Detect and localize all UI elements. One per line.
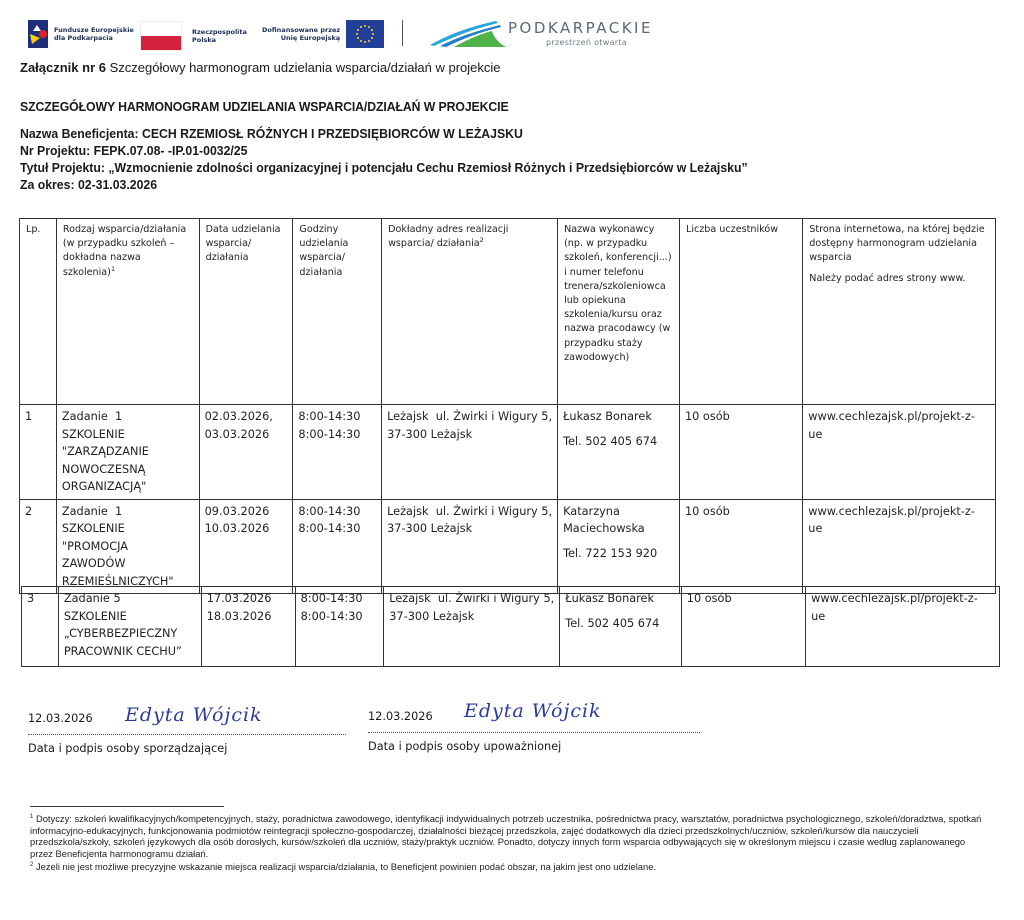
- header-date: Data udzielania wsparcia/ działania: [199, 219, 293, 405]
- annex-line: [20, 60, 501, 75]
- row-website-line: www.cechlezajsk.pl/projekt-z-: [808, 504, 975, 518]
- row-address-line: Leżajsk ul. Żwirki i Wigury 5,: [387, 504, 553, 518]
- signature-line: [28, 734, 346, 735]
- row-date: 10.03.2026: [204, 522, 270, 535]
- row-participants: 10 osób: [679, 405, 802, 500]
- row-kind: SZKOLENIE: [61, 427, 125, 441]
- row-address: [384, 587, 560, 667]
- signature-label-prepared: Data i podpis osoby sporządzającej: [28, 742, 228, 755]
- project-title: Tytuł Projektu: „Wzmocnienie zdolności organizacyjnej i potencjału Cechu Rzemiosł Różnych i Przedsiębiorców w Leżajsku”: [20, 160, 748, 175]
- footnote-ref-2: 2: [479, 236, 484, 245]
- row-website: [803, 405, 996, 500]
- row-name-line: NOWOCZESNĄ: [61, 462, 146, 476]
- footnote-number: 1: [30, 814, 34, 820]
- rp-logo-text: [192, 28, 247, 44]
- row-training: [58, 587, 201, 667]
- beneficiary-name: Nazwa Beneficjenta: CECH RZEMIOSŁ RÓŻNYCH I PRZEDSIĘBIORCÓW W LEŻAJSKU: [20, 126, 523, 141]
- row-address: [382, 405, 558, 500]
- row-provider: [560, 587, 682, 667]
- project-number: Nr Projektu: FEPK.07.08- -IP.01-0032/25: [20, 143, 248, 158]
- header-address: [382, 219, 558, 405]
- row-date: 18.03.2026: [206, 609, 272, 623]
- row-website-line: ue: [808, 427, 823, 441]
- footnote-text: Jeżeli nie jest możliwe precyzyjne wskazanie miejsca realizacji wsparcia/działania, to Beneficjent powinien podać obszar, na jakim jest ono udzielane.: [33, 860, 657, 872]
- logo-eu-funding: [262, 20, 384, 48]
- logo-podkarpackie: [428, 17, 653, 49]
- row-provider-name: Łukasz Bonarek: [563, 410, 652, 423]
- row-name-line: RZEMIEŚLNICZYCH": [61, 574, 174, 588]
- eu-star-icon: [356, 33, 358, 35]
- row-kind: SZKOLENIE: [61, 522, 125, 535]
- logo-fundusze-europejskie: [28, 20, 134, 48]
- footnote-text: Dotyczy: szkoleń kwalifikacyjnych/kompetencyjnych, staży, poradnictwa zawodowego, identyfikacji indywidualnych potrzeb uczestnika, pośrednictwa pracy, warsztatów, poradnictwa psychologicznego, szkoleń/doradztwa, spotkań informacyjno-edukacyjnych, funkcjonowania podmiotów reintegracji społeczno-gospodarczej, działalności bieżącej przedszkola, zajęć dodatkowych dla dzieci przedszkolnych/uczniów, szkoleń/kursów dla nauczycieli przedszkola/szkoły, szkoleń językowych dla osób dorosłych, kursów/szkoleń dla uczniów, staży/praktyk uczniów. Ponadto, dotyczy innych form wsparcia odbywających się w określonym miejscu i czasie według zaplanowanego przez Beneficjenta harmonogramu działań.: [30, 813, 982, 859]
- header-hours: Godziny udzielania wsparcia/ działania: [293, 219, 382, 405]
- logo-divider: [402, 20, 403, 46]
- row-name-line: „CYBERBEZPIECZNY: [63, 627, 178, 640]
- row-address-line: 37-300 Leżajsk: [389, 609, 475, 623]
- handwritten-signature-authorized: Edyta Wójcik: [464, 700, 602, 722]
- reporting-period: Za okres: 02-31.03.2026: [20, 177, 158, 192]
- eu-logo-line1: Dofinansowane przez: [262, 26, 341, 34]
- annex-text: Szczegółowy harmonogram udzielania wsparcia/działań w projekcie: [105, 60, 501, 75]
- row-dates: [201, 587, 295, 667]
- row-hour: 8:00-14:30: [300, 592, 363, 605]
- row-address-line: Leżajsk ul. Żwirki i Wigury 5,: [387, 410, 553, 423]
- eu-star-icon: [360, 40, 362, 42]
- schedule-table-continued: [21, 586, 1000, 667]
- header-lp: Lp.: [20, 219, 57, 405]
- row-hour: 8:00-14:30: [298, 410, 361, 423]
- eu-star-icon: [368, 26, 370, 28]
- row-hour: 8:00-14:30: [298, 522, 361, 535]
- fe-logo-icon: [28, 20, 48, 48]
- footnote-ref-1: 1: [110, 264, 116, 273]
- row-address-line: Leżajsk ul. Żwirki i Wigury 5,: [389, 592, 555, 605]
- eu-star-icon: [364, 41, 366, 43]
- signature-line: [368, 732, 700, 733]
- row-provider-phone: Tel. 722 153 920: [563, 546, 658, 560]
- row-name-line: "PROMOCJA: [61, 539, 129, 553]
- podkarpackie-title: PODKARPACKIE: [508, 19, 653, 37]
- signature-date-prepared: 12.03.2026: [28, 712, 93, 725]
- eu-star-icon: [371, 37, 373, 39]
- footnote-number: 2: [30, 861, 34, 868]
- row-provider-phone: Tel. 502 405 674: [563, 434, 658, 448]
- row-address-line: 37-300 Leżajsk: [387, 427, 473, 441]
- table-header-row: [20, 219, 996, 405]
- row-hours: [295, 587, 384, 667]
- header-provider: Nazwa wykonawcy (np. w przypadku szkoleń, konferencji...) i numer telefonu trenera/szkoleniowca lub opiekuna szkolenia/kursu oraz nazwa pracodawcy (w przypadku staży zawodowych): [558, 219, 680, 405]
- eu-star-icon: [357, 29, 359, 31]
- row-provider-name: Maciechowska: [563, 522, 645, 535]
- row-hour: 8:00-14:30: [298, 427, 361, 441]
- row-hours: [293, 405, 382, 500]
- eu-star-icon: [360, 26, 362, 28]
- row-kind: SZKOLENIE: [63, 609, 127, 623]
- table-row: [22, 587, 1000, 667]
- row-date: 02.03.2026,: [204, 410, 273, 423]
- header-address-text: Dokładny adres realizacji wsparcia/ działania: [388, 224, 509, 250]
- row-name-line: ORGANIZACJĄ": [61, 480, 147, 493]
- row-date: 09.03.2026: [204, 504, 270, 518]
- polish-flag-icon: [140, 21, 182, 51]
- row-participants: 10 osób: [681, 587, 805, 667]
- annex-label: Załącznik nr 6: [20, 60, 106, 75]
- row-website: [803, 499, 996, 594]
- eu-star-icon: [368, 40, 370, 42]
- eu-star-icon: [364, 25, 366, 27]
- header-type-text: Rodzaj wsparcia/działania (w przypadku szkoleń – dokładna nazwa szkolenia): [62, 224, 187, 278]
- row-dates: [199, 405, 293, 500]
- eu-star-icon: [371, 29, 373, 31]
- footnotes: [30, 812, 990, 872]
- footnote-separator: [30, 806, 224, 807]
- header-type: [56, 219, 199, 405]
- row-date: 17.03.2026: [206, 592, 272, 605]
- fe-logo-line1: Fundusze Europejskie: [54, 26, 134, 34]
- eu-flag-icon: [346, 20, 384, 48]
- row-website-line: ue: [808, 522, 823, 535]
- rp-logo-line1: Rzeczpospolita: [192, 28, 247, 36]
- row-date: 03.03.2026: [204, 427, 270, 441]
- podkarpackie-subtitle: przestrzeń otwarta: [546, 38, 628, 47]
- header-participants: Liczba uczestników: [679, 219, 802, 405]
- row-dates: [199, 499, 293, 594]
- row-website-line: www.cechlezajsk.pl/projekt-z-: [808, 410, 975, 423]
- row-website-line: www.cechlezajsk.pl/projekt-z-: [811, 592, 978, 605]
- row-task: Zadanie 1: [61, 504, 123, 518]
- fe-logo-line2: dla Podkarpacia: [54, 34, 113, 42]
- row-address: [382, 499, 558, 594]
- header-website: [803, 219, 996, 405]
- footnote-2: [30, 860, 990, 873]
- podkarpackie-swoosh-icon: [428, 19, 508, 47]
- row-hours: [293, 499, 382, 594]
- row-provider-name: Katarzyna: [563, 504, 620, 518]
- row-provider: [558, 405, 680, 500]
- row-address-line: 37-300 Leżajsk: [387, 522, 473, 535]
- row-provider-phone: Tel. 502 405 674: [565, 616, 660, 630]
- row-name-line: "ZARZĄDZANIE: [61, 445, 149, 458]
- row-name-line: PRACOWNIK CECHU”: [63, 644, 182, 658]
- row-name-line: ZAWODÓW: [61, 557, 126, 570]
- row-hour: 8:00-14:30: [300, 609, 363, 623]
- row-participants: 10 osób: [679, 499, 802, 594]
- header-website-note: Należy podać adres strony www.: [809, 272, 966, 284]
- row-website: [806, 587, 1000, 667]
- handwritten-signature-prepared: Edyta Wójcik: [125, 704, 263, 726]
- row-training: [56, 405, 199, 500]
- fe-logo-text: [54, 26, 134, 42]
- header-website-text: Strona internetowa, na której będzie dostępny harmonogram udzielania wsparcia: [809, 224, 985, 264]
- document-title: SZCZEGÓŁOWY HARMONOGRAM UDZIELANIA WSPARCIA/DZIAŁAŃ W PROJEKCIE: [20, 99, 509, 114]
- eu-logo-text: [262, 26, 340, 42]
- row-provider-name: Łukasz Bonarek: [565, 592, 655, 605]
- eu-star-icon: [372, 33, 374, 35]
- eu-star-icon: [357, 37, 359, 39]
- row-lp: 3: [22, 587, 59, 667]
- row-task: Zadanie 5: [63, 592, 121, 605]
- row-training: [56, 499, 199, 594]
- schedule-table: [19, 218, 996, 594]
- signature-date-authorized: 12.03.2026: [368, 710, 433, 723]
- eu-logo-line2: Unię Europejską: [280, 34, 341, 42]
- rp-logo-line2: Polska: [192, 36, 217, 44]
- table-row: [20, 499, 996, 594]
- row-task: Zadanie 1: [61, 410, 123, 423]
- signature-label-authorized: Data i podpis osoby upoważnionej: [368, 740, 562, 753]
- row-lp: 1: [20, 405, 57, 500]
- row-website-line: ue: [811, 609, 826, 623]
- logo-rzeczpospolita: [140, 21, 247, 51]
- row-lp: 2: [20, 499, 57, 594]
- footnote-1: [30, 812, 990, 860]
- row-hour: 8:00-14:30: [298, 504, 361, 518]
- row-provider: [558, 499, 680, 594]
- table-row: [20, 405, 996, 500]
